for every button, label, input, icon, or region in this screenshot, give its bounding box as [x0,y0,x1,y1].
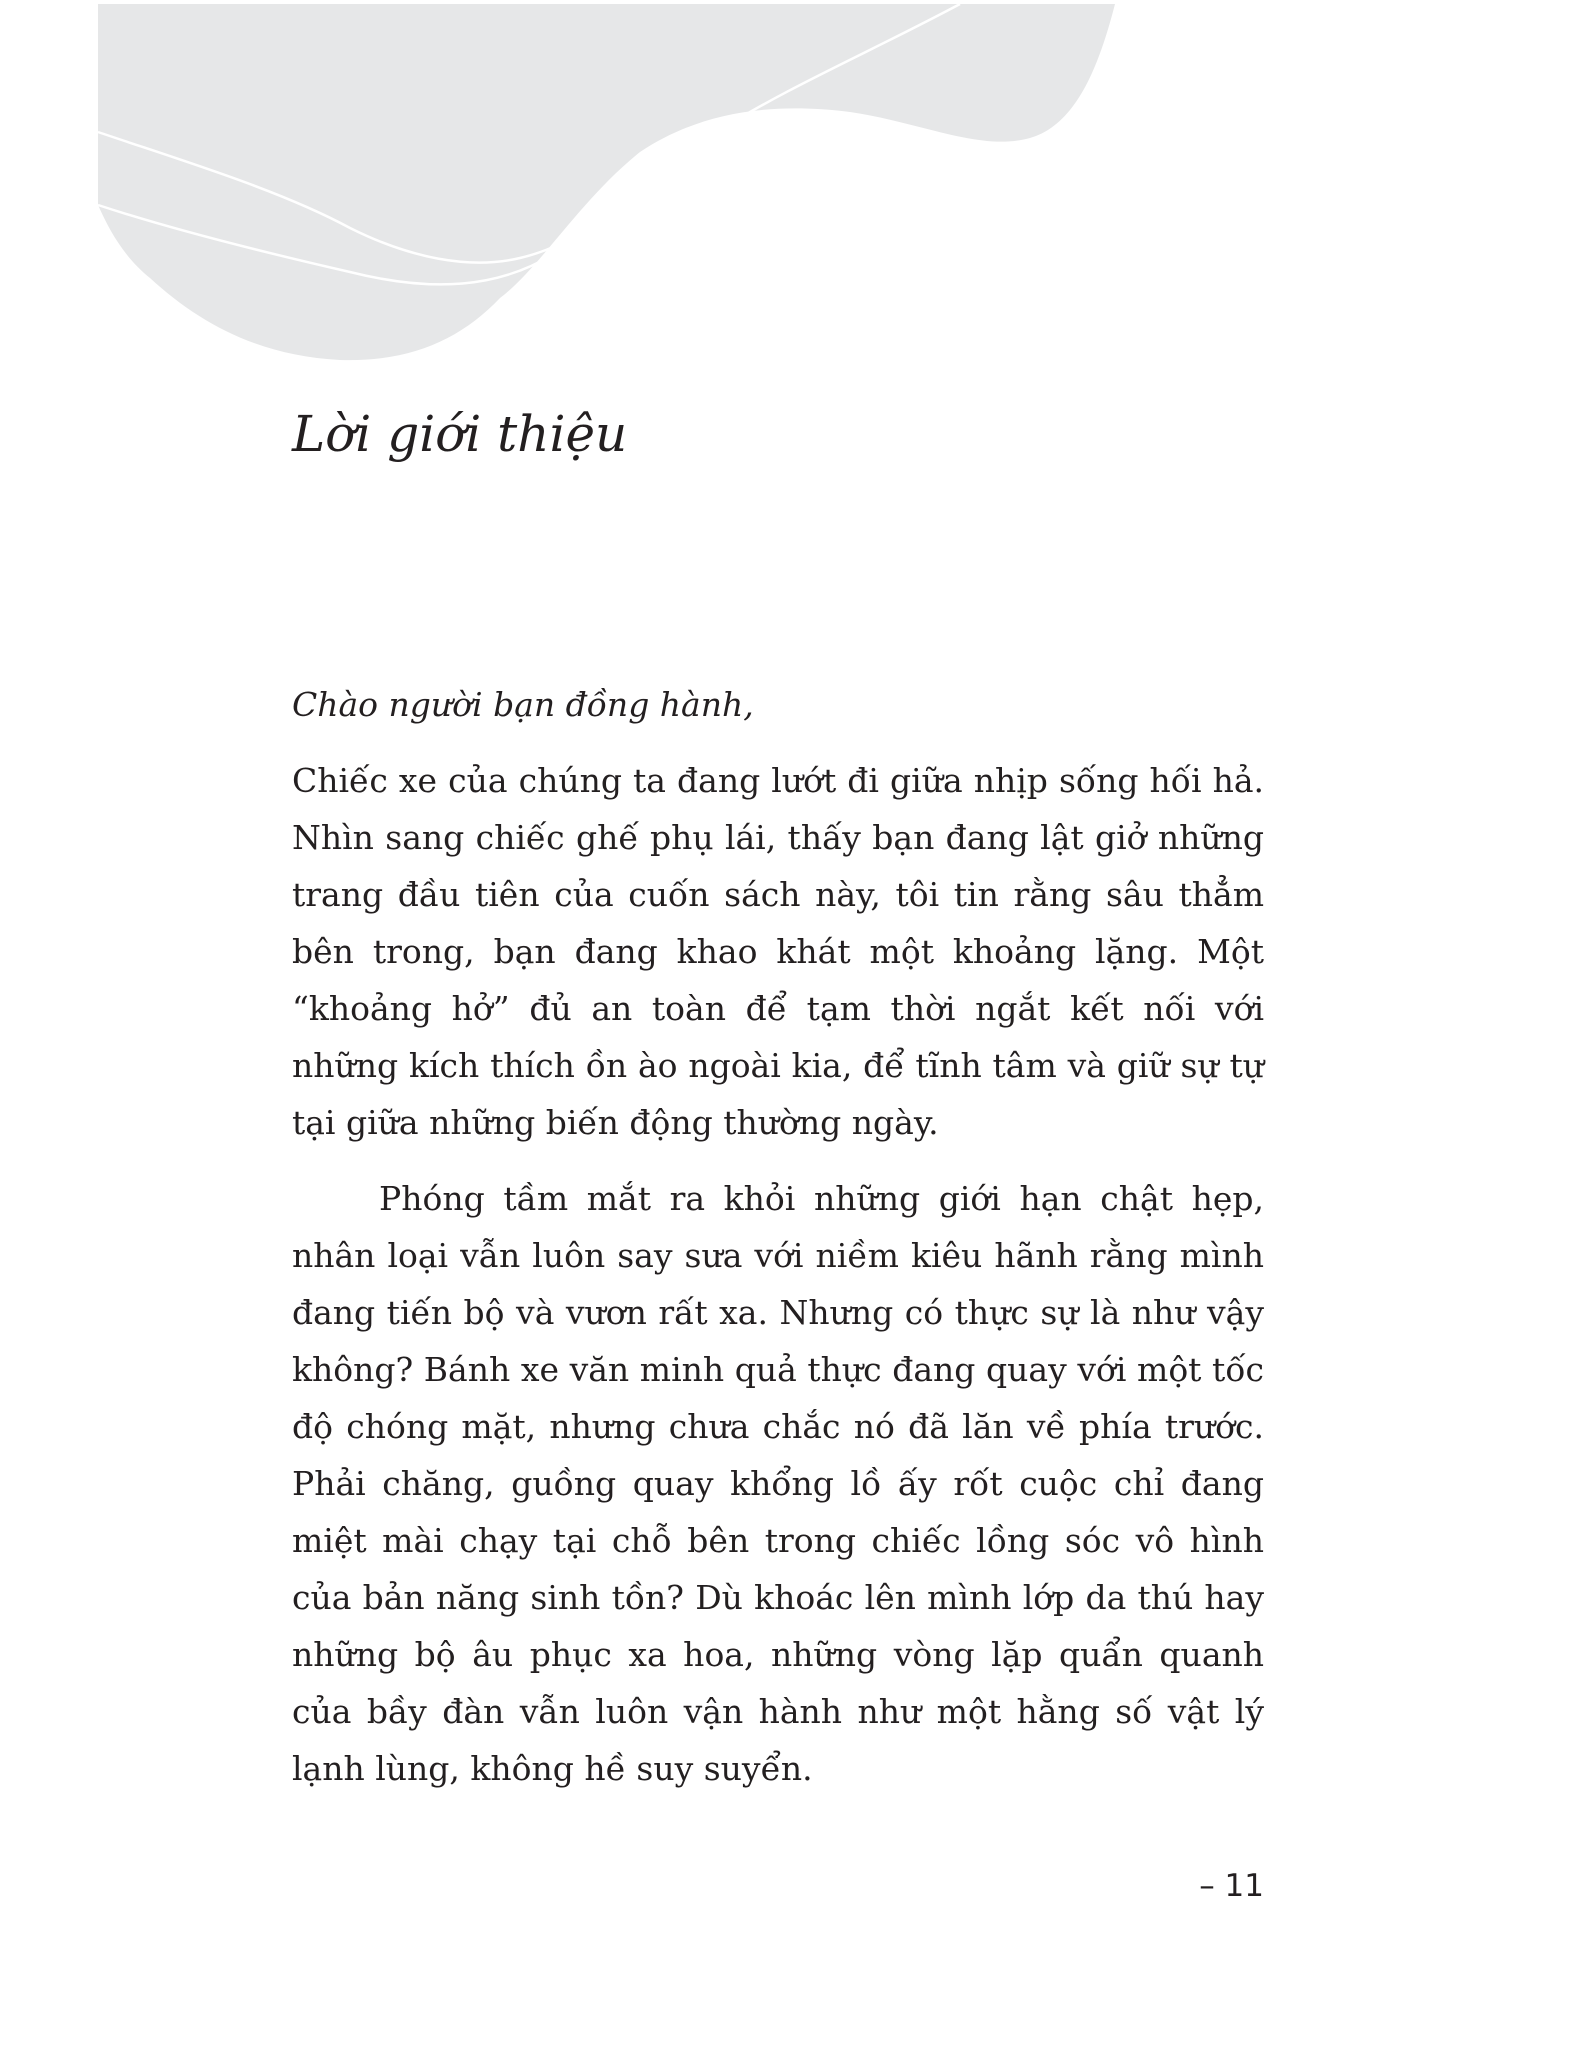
greeting-line: Chào người bạn đồng hành, [292,685,754,724]
body-text [292,676,1264,1797]
page-number: – 11 [1199,1868,1264,1904]
paragraph-1: Chiếc xe của chúng ta đang lướt đi giữa nhịp sống hối hả. Nhìn sang chiếc ghế phụ lái, thấy bạn đang lật giở những trang đầu tiên của cuốn sách này, tôi tin rằng sâu thẳm bên trong, bạn đang khao khát một khoảng lặng. Một “khoảng hở” đủ an toàn để tạm thời ngắt kết nối với những kích thích ồn ào ngoài kia, để tĩnh tâm và giữ sự tự tại giữa những biến động thường ngày. [292,761,1264,1142]
wave-shape [98,4,1115,360]
decorative-wave-header [0,0,1582,400]
paragraph-2: Phóng tầm mắt ra khỏi những giới hạn chật hẹp, nhân loại vẫn luôn say sưa với niềm kiêu hãnh rằng mình đang tiến bộ và vươn rất xa. Nhưng có thực sự là như vậy không? Bánh xe văn minh quả thực đang quay với một tốc độ chóng mặt, nhưng chưa chắc nó đã lăn về phía trước. Phải chăng, guồng quay khổng lồ ấy rốt cuộc chỉ đang miệt mài chạy tại chỗ bên trong chiếc lồng sóc vô hình của bản năng sinh tồn? Dù khoác lên mình lớp da thú hay những bộ âu phục xa hoa, những vòng lặp quẩn quanh của bầy đàn vẫn luôn vận hành như một hằng số vật lý lạnh lùng, không hề suy suyển. [292,1179,1264,1788]
page-title: Lời giới thiệu [292,405,628,463]
